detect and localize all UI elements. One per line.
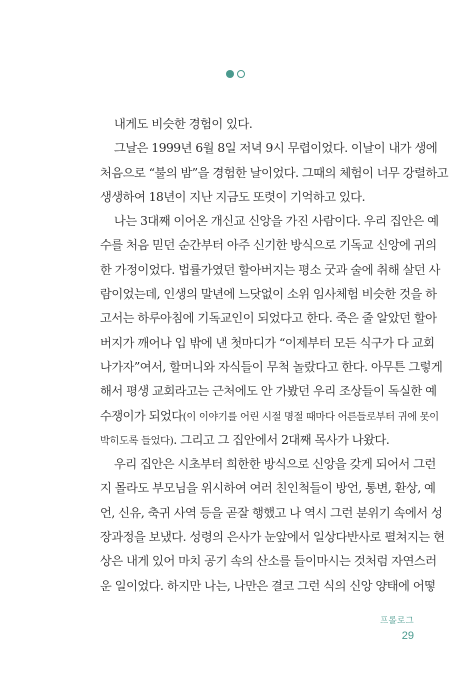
paragraph-3-line-3: 한 가정이었다. 법률가였던 할아버지는 평소 굿과 술에 취해 살던 사 — [100, 262, 440, 277]
paragraph-2-line-3: 생생하여 18년이 지난 지금도 또렷이 기억하고 있다. — [100, 189, 366, 204]
paragraph-3-line-5: 고서는 하루아침에 기독교인이 되었다고 한다. 죽은 줄 알았던 할아 — [100, 311, 437, 326]
paragraph-3-line-8: 해서 평생 교회라고는 근처에도 안 가봤던 우리 조상들이 독실한 예 — [100, 384, 437, 399]
filled-circle-icon — [226, 70, 234, 78]
paragraph-4-line-2: 지 몰라도 부모님을 위시하여 여러 친인척들이 방언, 통변, 환상, 예 — [100, 481, 436, 496]
page-number: 29 — [401, 630, 414, 642]
section-ornament — [0, 67, 470, 81]
paragraph-4-line-3: 언, 신유, 축귀 사역 등을 곧잘 행했고 나 역시 그런 분위기 속에서 성 — [100, 505, 443, 520]
paragraph-4-line-4: 장과정을 보냈다. 성령의 은사가 눈앞에서 일상다반사로 펼쳐지는 현 — [100, 530, 445, 545]
paragraph-4-line-5: 상은 내게 있어 마치 공기 속의 산소를 들이마시는 것처럼 자연스러 — [100, 554, 437, 569]
paragraph-3-line-4: 람이었는데, 인생의 말년에 느닷없이 소위 임사체험 비슷한 것을 하 — [100, 287, 437, 302]
paragraph-2-line-1: 그날은 1999년 6월 8일 저녁 9시 무렵이었다. 이날이 내가 생에 — [114, 141, 438, 156]
paragraph-3-line-1: 나는 3대째 이어온 개신교 신앙을 가진 사람이다. 우리 집안은 예 — [114, 214, 439, 229]
parenthetical-note-part-2: 박히도록 들었다) — [100, 435, 174, 447]
paragraph-1-line-1: 내게도 비슷한 경험이 있다. — [114, 117, 253, 131]
paragraph-2-line-2: 처음으로 “불의 밤”을 경험한 날이었다. 그때의 체험이 너무 강렬하고 — [100, 165, 449, 180]
paragraph-3-line-10-main: . 그리고 그 집안에서 2대째 목사가 나왔다. — [173, 432, 390, 447]
hollow-circle-icon — [237, 70, 245, 78]
paragraph-3-line-10 — [100, 428, 403, 452]
paragraph-3-line-2: 수를 처음 믿던 순간부터 아주 신기한 방식으로 기독교 신앙에 귀의 — [100, 238, 437, 253]
paragraph-3-line-6: 버지가 깨어나 입 밖에 낸 첫마디가 “이제부터 모든 식구가 다 교회 — [100, 335, 435, 350]
paragraph-3-line-9 — [100, 404, 439, 428]
parenthetical-note-part-1: (이 이야기를 어린 시절 명절 때마다 어른들로부터 귀에 못이 — [182, 411, 439, 423]
paragraph-4-line-1: 우리 집안은 시초부터 희한한 방식으로 신앙을 갖게 되어서 그런 — [114, 457, 436, 472]
paragraph-4-line-6: 운 일이었다. 하지만 나는, 나만은 결코 그런 식의 신앙 양태에 어떻 — [100, 578, 436, 593]
paragraph-3-line-7: 나가자”여서, 할머니와 자식들이 무척 놀랐다고 한다. 아무튼 그렇게 — [100, 359, 443, 374]
body-text — [100, 112, 449, 598]
running-footer-section-title: 프롤로그 — [379, 616, 414, 626]
paragraph-3-line-9-main: 수쟁이가 되었다 — [100, 408, 183, 423]
